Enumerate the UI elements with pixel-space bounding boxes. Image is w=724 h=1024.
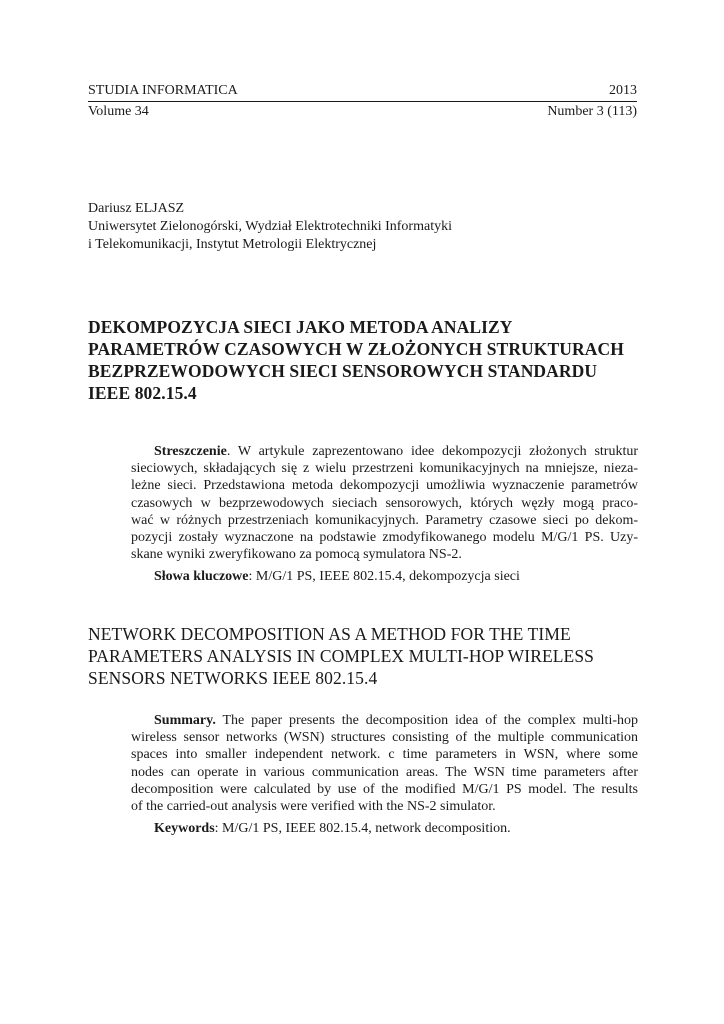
abstract-line: of the carried-out analysis were verified with the NS-2 simulator. — [131, 798, 496, 814]
title-polish — [88, 316, 648, 404]
keywords-english: Keywords: M/G/1 PS, IEEE 802.15.4, network decomposition. — [154, 821, 511, 837]
abstract-line: skane wyniki zweryfikowano za pomocą symulatora NS-2. — [131, 547, 462, 563]
keywords-label: Keywords — [154, 821, 215, 837]
title-english-line: NETWORK DECOMPOSITION AS A METHOD FOR THE TIME — [88, 624, 571, 644]
title-polish-line: DEKOMPOZYCJA SIECI JAKO METODA ANALIZY — [88, 317, 513, 337]
journal-volume: Volume 34 — [88, 104, 149, 119]
abstract-line: wireless sensor networks (WSN) structures consisting of the multiple communication — [131, 730, 638, 746]
title-polish-line: PARAMETRÓW CZASOWYCH W ZŁOŻONYCH STRUKTURACH — [88, 339, 624, 359]
journal-name: STUDIA INFORMATICA — [88, 83, 238, 98]
abstract-label: Summary. — [154, 713, 216, 728]
abstract-line: nodes can operate in various communication areas. The WSN time parameters after — [131, 764, 638, 780]
abstract-line: Summary. The paper presents the decomposition idea of the complex multi-hop — [154, 713, 638, 728]
abstract-english — [131, 712, 638, 837]
abstract-line: decomposition were calculated by use of the modified M/G/1 PS model. The results — [131, 781, 638, 797]
abstract-line: pozycji zostały wyznaczone na podstawie zmodyfikowanego modelu M/G/1 PS. Uzy- — [131, 529, 638, 545]
abstract-line: wać w różnych przestrzeniach komunikacyjnych. Parametry czasowe sieci po dekom- — [131, 512, 638, 528]
abstract-line: leżne sieci. Przedstawiona metoda dekompozycji umożliwia wyznaczenie parametrów — [131, 478, 638, 494]
title-english-line: PARAMETERS ANALYSIS IN COMPLEX MULTI-HOP WIRELESS — [88, 646, 595, 666]
title-english-line: SENSORS NETWORKS IEEE 802.15.4 — [88, 668, 378, 688]
header-rule — [88, 101, 637, 102]
abstract-line: Streszczenie. W artykule zaprezentowano idee dekompozycji złożonych struktur — [154, 444, 638, 459]
abstract-line: spaces into smaller independent network. c time parameters in WSN, where some — [131, 747, 638, 763]
journal-year: 2013 — [609, 83, 637, 98]
title-polish-line: BEZPRZEWODOWYCH SIECI SENSOROWYCH STANDARDU — [88, 361, 598, 381]
abstract-polish — [131, 443, 638, 586]
author-affiliation-line1: Uniwersytet Zielonogórski, Wydział Elektrotechniki Informatyki — [88, 219, 452, 234]
author-name: Dariusz ELJASZ — [88, 201, 185, 216]
author-affiliation-line2: i Telekomunikacji, Instytut Metrologii Elektrycznej — [88, 237, 377, 252]
abstract-line: sieciowych, składających się z wielu przestrzeni komunikacyjnych na mniejsze, nieza- — [131, 461, 638, 477]
title-english — [88, 623, 648, 689]
author-block — [88, 200, 648, 254]
keywords-label: Słowa kluczowe — [154, 569, 249, 585]
abstract-label: Streszczenie — [154, 444, 227, 459]
abstract-line: czasowych w bezprzewodowych sieciach sensorowych, których węzły mogą praco- — [131, 495, 638, 511]
title-polish-line: IEEE 802.15.4 — [88, 383, 197, 403]
journal-number: Number 3 (113) — [547, 104, 637, 119]
keywords-polish: Słowa kluczowe: M/G/1 PS, IEEE 802.15.4, dekompozycja sieci — [154, 569, 520, 585]
